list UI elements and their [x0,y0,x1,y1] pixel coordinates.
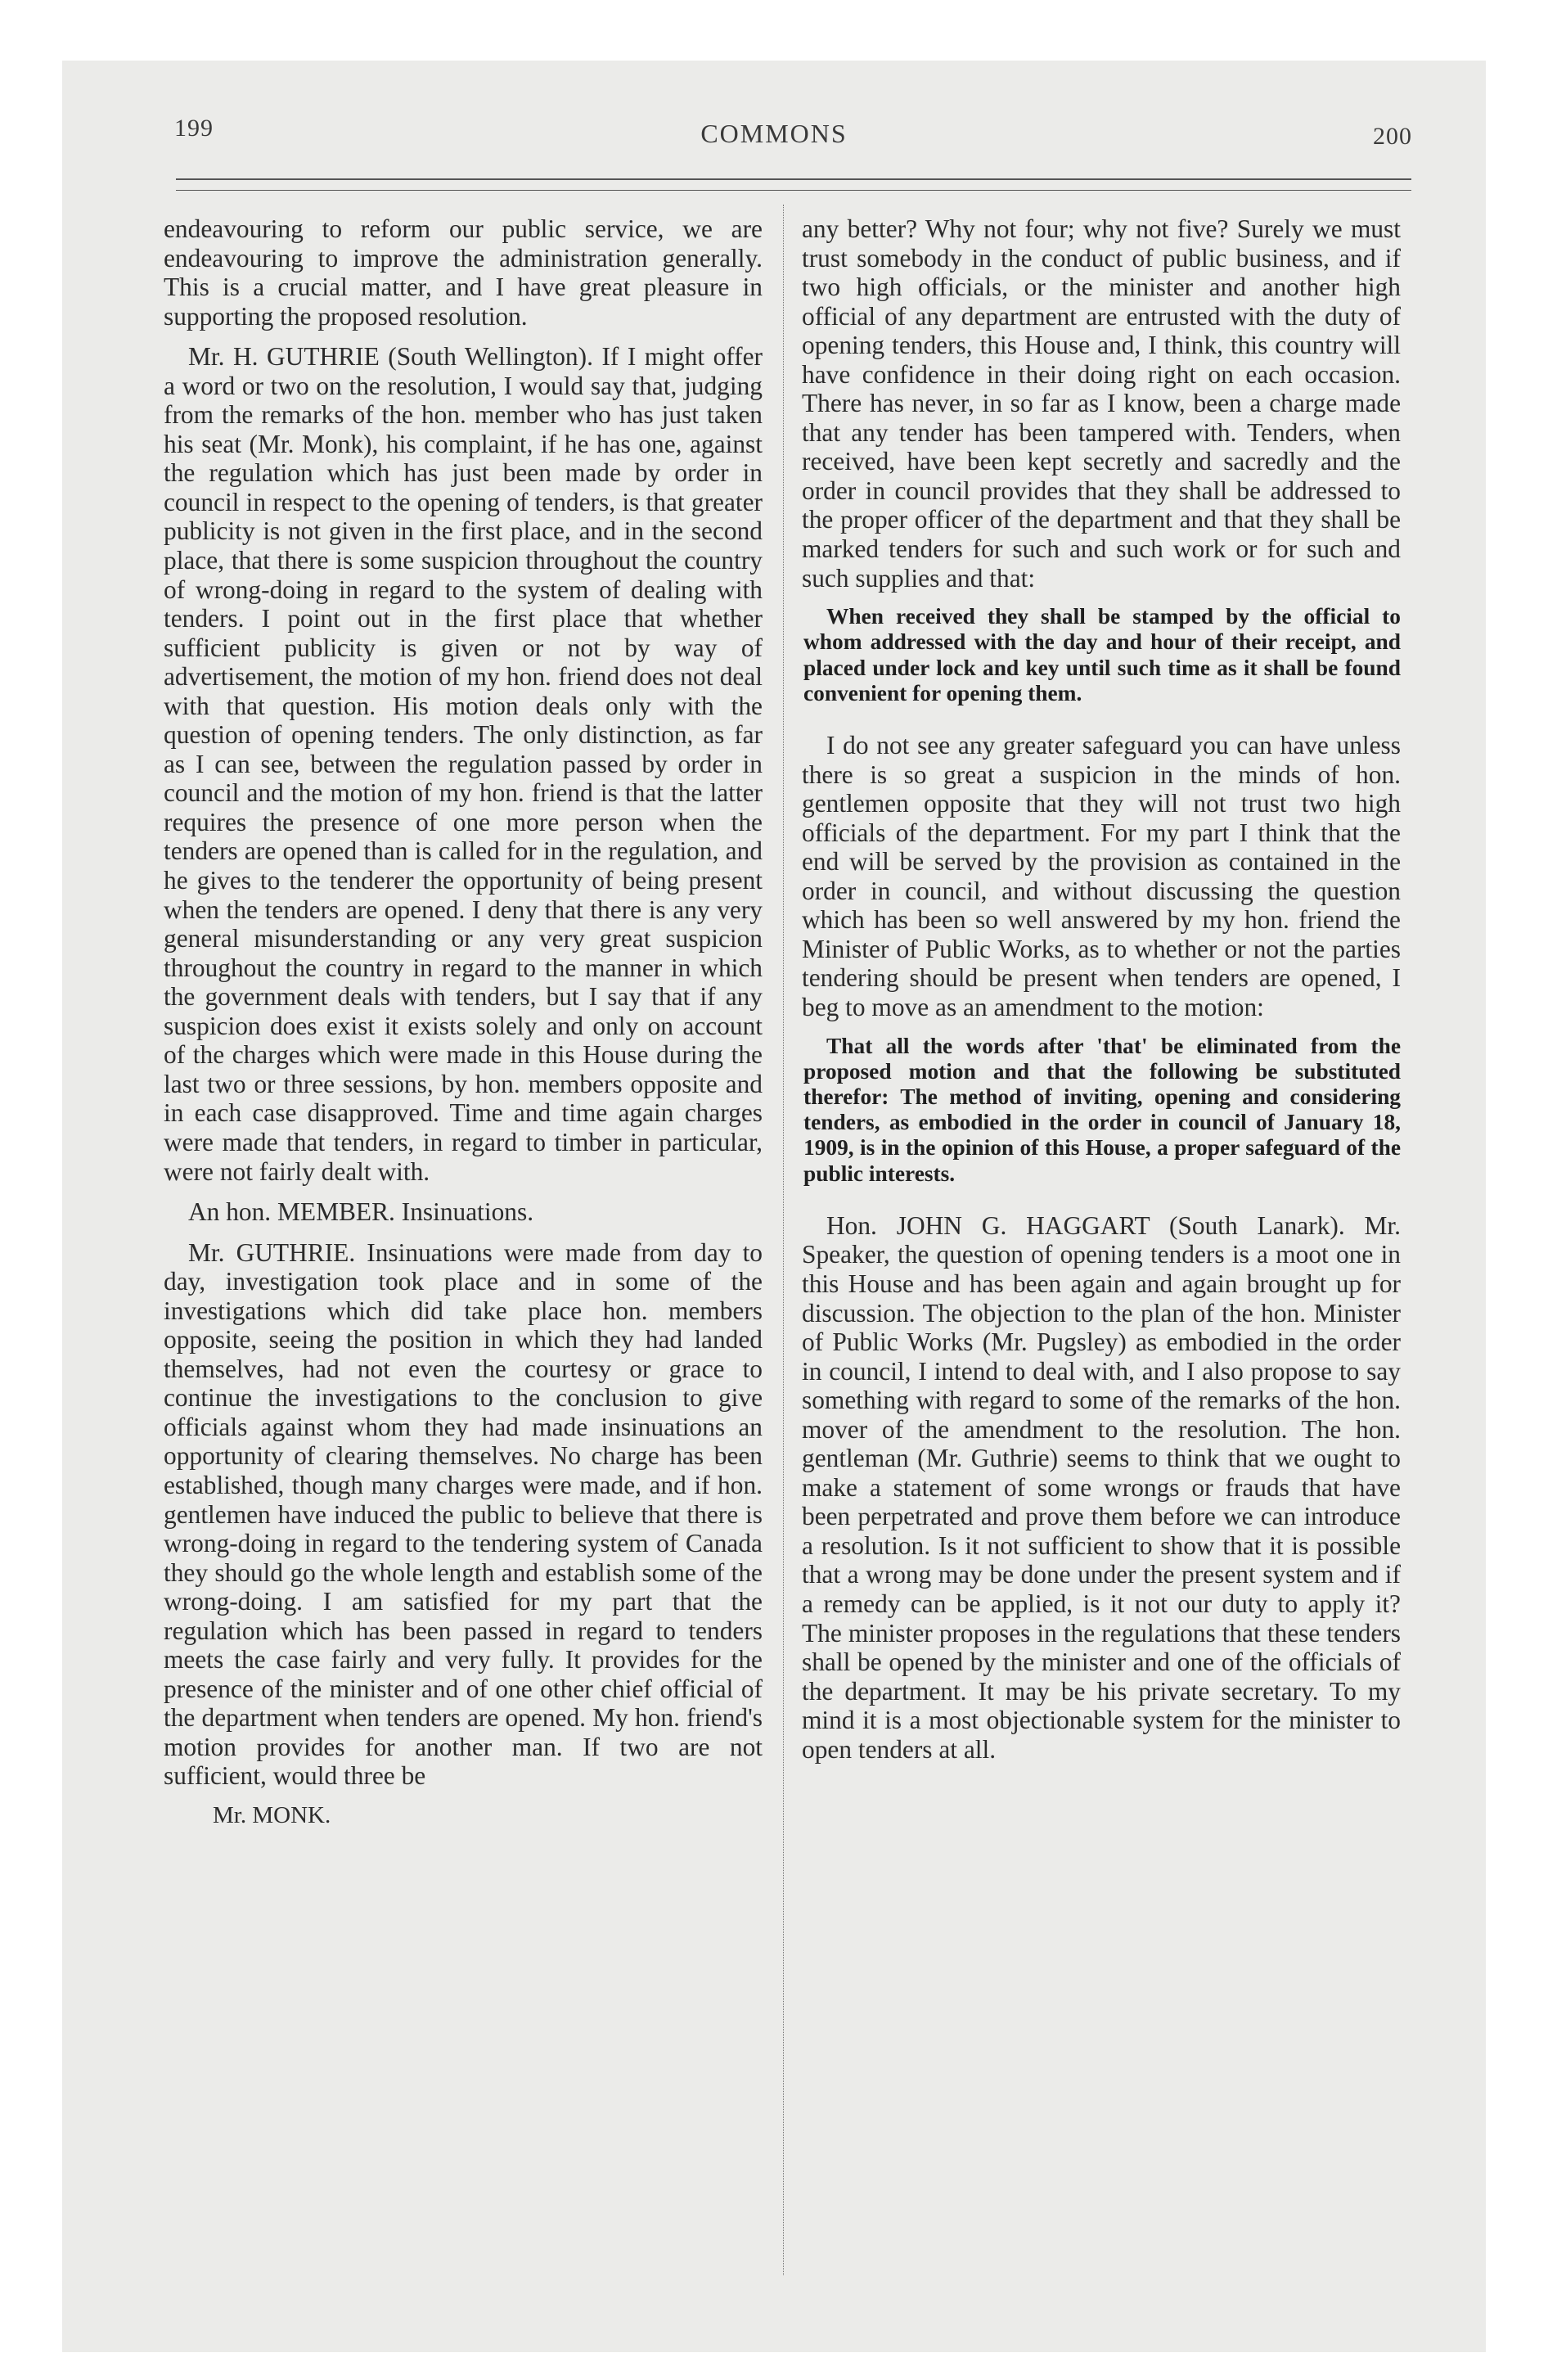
amendment-quote: That all the words after 'that' be eliminated from the proposed motion and that the following be substituted therefor: The method of inviting, opening and considering tenders, as embodied in the order in council of January 18, 1909, is in the opinion of this House, a proper safeguard of the public interests. [803,1033,1401,1186]
header-rule-bottom [176,190,1411,191]
page-number-left: 199 [174,115,214,142]
left-paragraph-1: endeavouring to reform our public service, we are endeavouring to improve the administration generally. This is a crucial matter, and I have great pleasure in supporting the proposed resolution. [164,214,763,331]
haggart-speech: Hon. JOHN G. HAGGART (South Lanark). Mr. Speaker, the question of opening tenders is a moot one in this House and has been again and again brought up for discussion. The objection to the plan of the hon. Minister of Public Works (Mr. Pugsley) as embodied in the order in council, I intend to deal with, and I also propose to say something with regard to some of the remarks of the hon. mover of the amendment to the resolution. The hon. gentleman (Mr. Guthrie) seems to think that we ought to make a statement of some wrongs or frauds that have been perpetrated and prove them before we can introduce a resolution. Is it not sufficient to show that it is possible that a wrong may be done under the present system and if a remedy can be applied, is it not our duty to apply it? The minister proposes in the regulations that these tenders shall be opened by the minister and one of the officials of the department. It may be his private secretary. To my mind it is a most objectionable system for the minister to open tenders at all. [802,1210,1401,1764]
right-column [802,214,1401,1775]
left-column [164,214,763,1829]
page-number-right: 200 [1373,123,1412,150]
guthrie-speech: Mr. H. GUTHRIE (South Wellington). If I might offer a word or two on the resolution, I would say that, judging from the remarks of the hon. member who has just taken his seat (Mr. Monk), his complaint, if he has one, against the regulation which has just been made by order in council in respect to the opening of tenders, is that greater publicity is not given in the first place, and in the second place, that there is some suspicion throughout the country of wrong-doing in regard to the system of dealing with tenders. I point out in the first place that whether sufficient publicity is given or not by way of advertisement, the motion of my hon. friend does not deal with that question. His motion deals only with the question of opening tenders. The only distinction, as far as I can see, between the regulation passed by order in council and the motion of my hon. friend is that the latter requires the presence of one more person when the tenders are opened than is called for in the regulation, and he gives to the tenderer the opportunity of being present when the tenders are opened. I deny that there is any very general misunderstanding or any very great suspicion throughout the country in regard to the manner in which the government deals with tenders, but I say that if any suspicion does exist it exists solely and only on account of the charges which were made in this House during the last two or three sessions, by hon. members opposite and in each case disapproved. Time and time again charges were made that tenders, in regard to timber in particular, were not fairly dealt with. [164,342,763,1186]
guthrie-reply: Mr. GUTHRIE. Insinuations were made from day to day, investigation took place and in some of the investigations which did take place hon. members opposite, seeing the position in which they had landed themselves, had not even the courtesy or grace to continue the investigations to the conclusion to give officials against whom they had made insinuations an opportunity of clearing themselves. No charge has been established, though many charges were made, and if hon. gentlemen have induced the public to believe that there is wrong-doing in regard to the tendering system of Canada they should go the whole length and establish some of the wrong-doing. I am satisfied for my part that the regulation which has been passed in regard to tenders meets the case fairly and very fully. It provides for the presence of the minister and of one other chief official of the department when tenders are opened. My hon. friend's motion provides for another man. If two are not sufficient, would three be [164,1237,763,1791]
right-paragraph-1: any better? Why not four; why not five? Surely we must trust somebody in the conduct of public business, and if two high officials, or the minister and another high official of any department are entrusted with the duty of opening tenders, this House and, I think, this country will have confidence in their doing right on each occasion. There has never, in so far as I know, been a charge made that any tender has been tampered with. Tenders, when received, have been kept secretly and sacredly and the order in council provides that they shall be addressed to the proper officer of the department and that they shall be marked tenders for such and such work or for such and such supplies and that: [802,214,1401,593]
right-paragraph-2: I do not see any greater safeguard you can have unless there is so great a suspicion in the minds of hon. gentlemen opposite that they will not trust two high officials of the department. For my part I think that the end will be served by the provision as contained in the order in council, and without discussing the question which has been so well answered by my hon. friend the Minister of Public Works, as to whether or not the parties tendering should be present when tenders are opened, I beg to move as an amendment to the motion: [802,731,1401,1021]
speaker-footer: Mr. MONK. [213,1801,331,1828]
member-interjection: An hon. MEMBER. Insinuations. [188,1197,534,1227]
header-rule-top [176,178,1411,180]
order-in-council-quote: When received they shall be stamped by the official to whom addressed with the day and hour of their receipt, and placed under lock and key until such time as it shall be found convenient for opening them. [803,604,1401,705]
column-divider [783,205,784,2275]
running-header: COMMONS [700,119,848,148]
